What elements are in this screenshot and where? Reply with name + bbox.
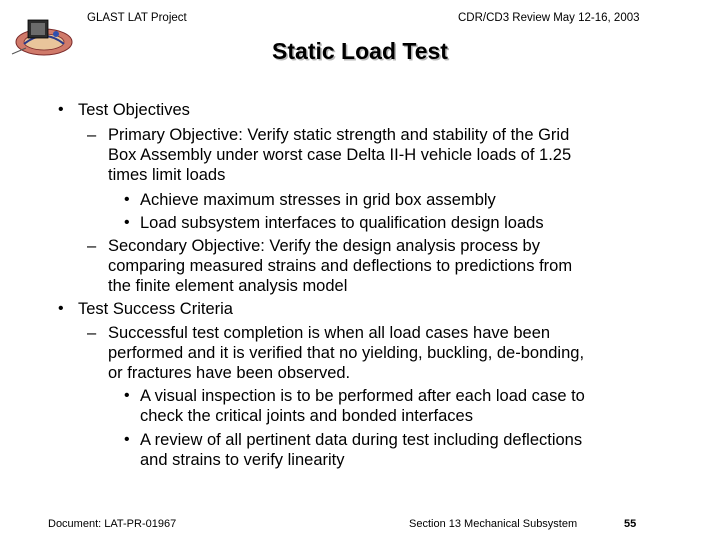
dash-primary: – — [87, 126, 97, 144]
criteria-line-3: or fractures have been observed. — [108, 364, 351, 382]
secondary-line-1: Secondary Objective: Verify the design analysis process by — [108, 237, 540, 255]
secondary-line-2: comparing measured strains and deflections to predictions from — [108, 257, 573, 275]
header-review: CDR/CD3 Review May 12-16, 2003 — [458, 12, 640, 24]
dash-secondary: – — [87, 237, 97, 255]
header-project: GLAST LAT Project — [87, 12, 187, 24]
secondary-line-3: the finite element analysis model — [108, 277, 348, 295]
criteria-sub-2-line-2: and strains to verify linearity — [140, 451, 345, 469]
footer-document: Document: LAT-PR-01967 — [48, 518, 177, 530]
bullet-criteria: • — [58, 300, 64, 317]
primary-line-2: Box Assembly under worst case Delta II-H vehicle loads of 1.25 — [108, 146, 572, 164]
heading-criteria: Test Success Criteria — [78, 300, 233, 318]
criteria-line-1: Successful test completion is when all load cases have been — [108, 324, 551, 342]
bullet-primary-sub-1: • — [124, 191, 130, 208]
primary-sub-2: Load subsystem interfaces to qualification design loads — [140, 214, 544, 232]
bullet-objectives: • — [58, 101, 64, 118]
primary-line-1: Primary Objective: Verify static strength and stability of the Grid — [108, 126, 570, 144]
slide-title: Static Load Test — [272, 38, 448, 64]
bullet-primary-sub-2: • — [124, 214, 130, 231]
footer-section: Section 13 Mechanical Subsystem — [409, 518, 578, 530]
criteria-sub-2-line-1: A review of all pertinent data during test including deflections — [140, 431, 583, 449]
dash-criteria: – — [87, 324, 97, 342]
criteria-line-2: performed and it is verified that no yielding, buckling, de-bonding, — [108, 344, 585, 362]
heading-objectives: Test Objectives — [78, 101, 190, 119]
footer-page-number: 55 — [624, 518, 637, 530]
bullet-criteria-sub-1: • — [124, 387, 130, 404]
primary-sub-1: Achieve maximum stresses in grid box assembly — [140, 191, 496, 209]
criteria-sub-1-line-2: check the critical joints and bonded interfaces — [140, 407, 473, 425]
bullet-criteria-sub-2: • — [124, 431, 130, 448]
primary-line-3: times limit loads — [108, 166, 226, 184]
criteria-sub-1-line-1: A visual inspection is to be performed after each load case to — [140, 387, 585, 405]
